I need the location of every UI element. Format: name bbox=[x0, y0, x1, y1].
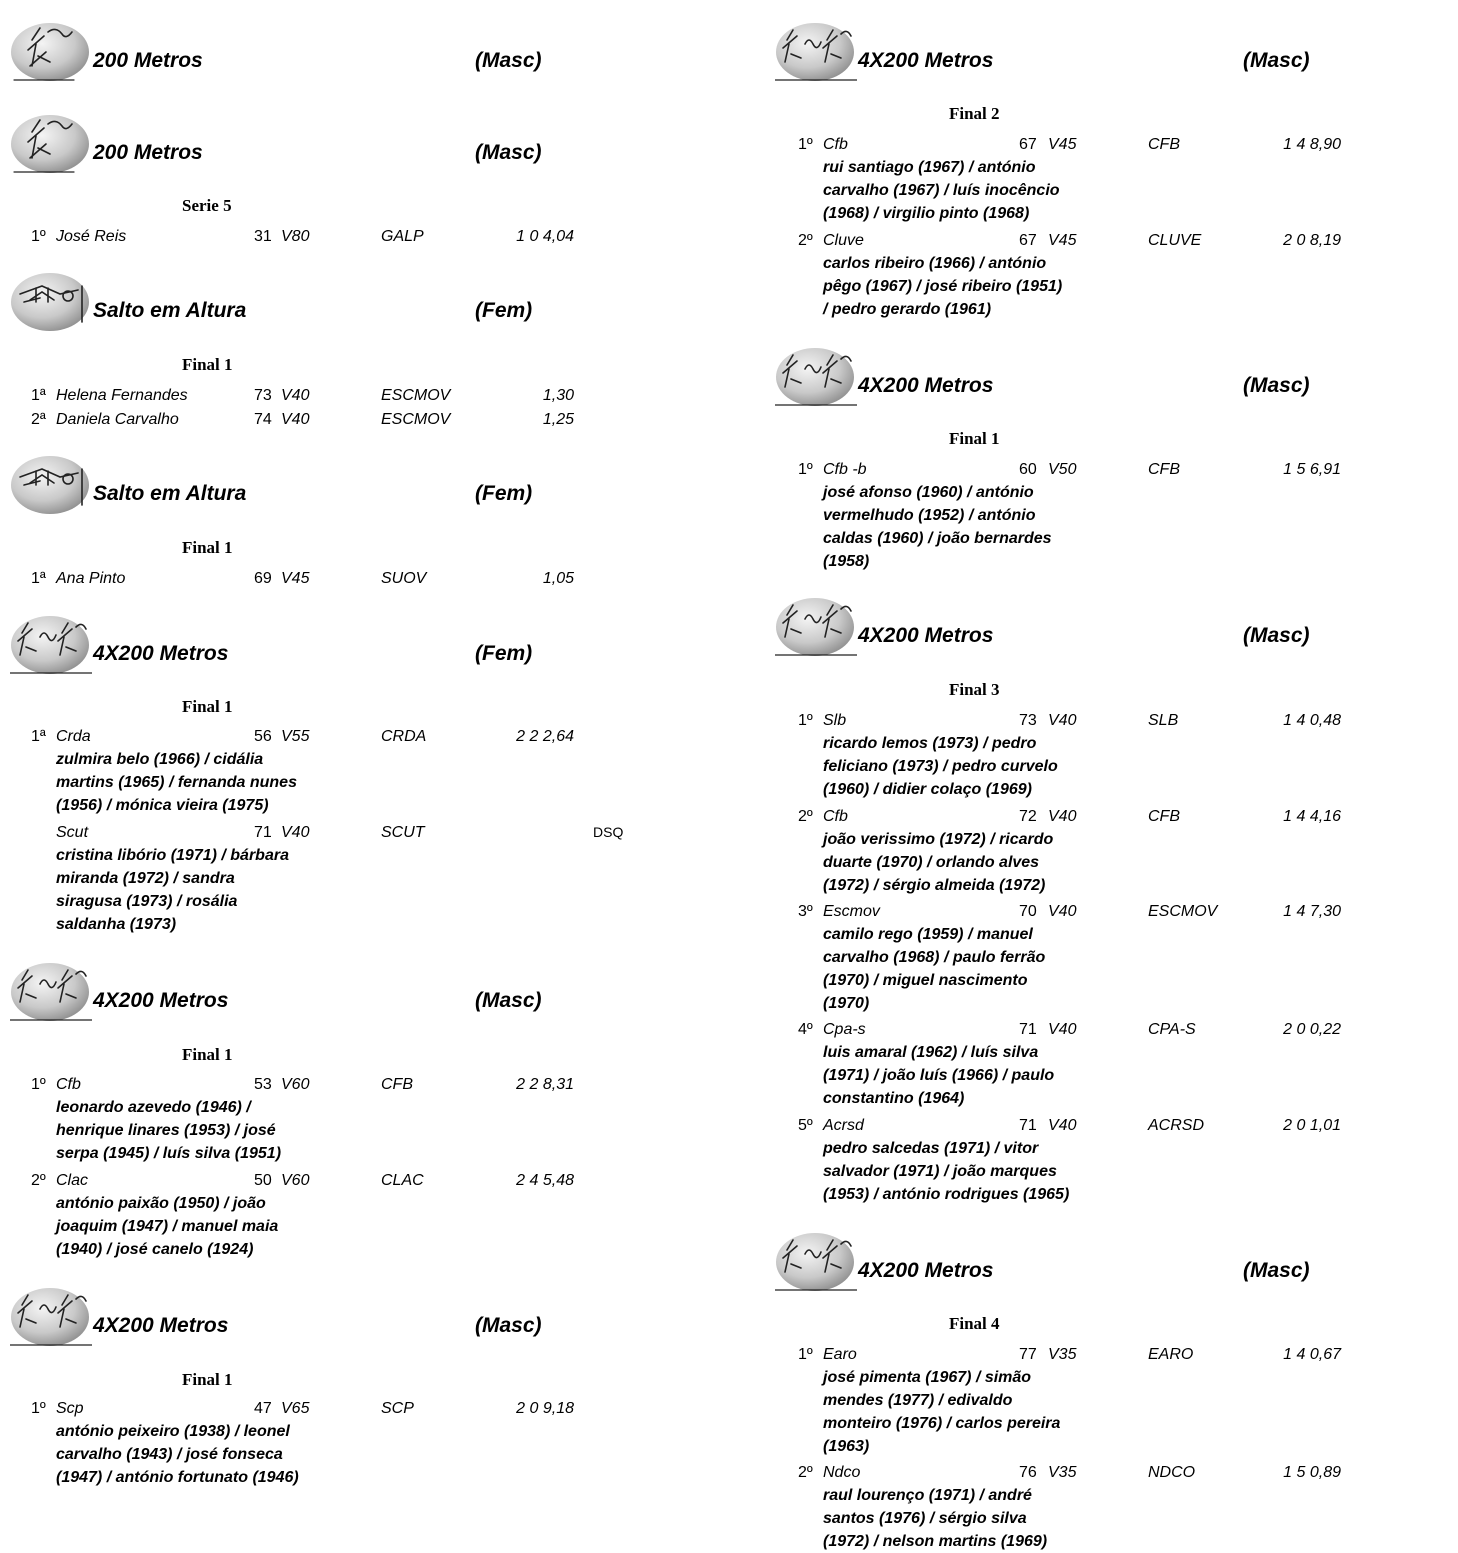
club: CRDA bbox=[381, 728, 427, 745]
mark: 1,05 bbox=[542, 570, 574, 587]
member-line: (1960) / didier colaço (1969) bbox=[823, 781, 1032, 798]
event-gender: (Masc) bbox=[1243, 49, 1310, 72]
event-title: 200 Metros bbox=[93, 141, 203, 164]
result-row bbox=[765, 808, 1455, 828]
position: 2º bbox=[798, 232, 813, 249]
category: V40 bbox=[1048, 1117, 1077, 1134]
year: 71 bbox=[1019, 1021, 1037, 1038]
member-line: josé pimenta (1967) / simão bbox=[823, 1369, 1032, 1386]
position: 1º bbox=[798, 136, 813, 153]
year: 77 bbox=[1019, 1346, 1037, 1363]
category: V45 bbox=[1048, 136, 1077, 153]
member-line: (1940) / josé canelo (1924) bbox=[56, 1241, 254, 1258]
team-members bbox=[823, 732, 1058, 801]
result-row bbox=[0, 824, 690, 844]
result-row bbox=[0, 1172, 690, 1192]
event-title: 4X200 Metros bbox=[93, 989, 229, 1012]
member-line: feliciano (1973) / pedro curvelo bbox=[823, 758, 1058, 775]
mark: 1 4 4,16 bbox=[1283, 808, 1341, 825]
member-line: joaquim (1947) / manuel maia bbox=[56, 1218, 279, 1235]
result-row bbox=[0, 1076, 690, 1096]
round-heading: Final 1 bbox=[182, 697, 233, 716]
member-line: leonardo azevedo (1946) / bbox=[56, 1099, 251, 1116]
year: 71 bbox=[254, 824, 272, 841]
member-line: rui santiago (1967) / antónio bbox=[823, 159, 1036, 176]
member-line: serpa (1945) / luís silva (1951) bbox=[56, 1145, 282, 1162]
mark: 2 0 1,01 bbox=[1283, 1117, 1341, 1134]
member-line: antónio paixão (1950) / joão bbox=[56, 1195, 266, 1212]
relay-runners-icon bbox=[10, 615, 92, 675]
year: 73 bbox=[1019, 712, 1037, 729]
mark: 2 0 9,18 bbox=[516, 1400, 574, 1417]
team-name: Clac bbox=[56, 1172, 89, 1189]
category: V35 bbox=[1048, 1346, 1077, 1363]
member-line: antónio peixeiro (1938) / leonel bbox=[56, 1423, 290, 1440]
member-line: josé afonso (1960) / antónio bbox=[823, 484, 1034, 501]
mark: 1 4 8,90 bbox=[1283, 136, 1341, 153]
runner-icon bbox=[10, 22, 92, 82]
club: CFB bbox=[1148, 136, 1180, 153]
category: V60 bbox=[281, 1076, 310, 1093]
event-gender: (Masc) bbox=[1243, 1259, 1310, 1282]
result-row bbox=[765, 712, 1455, 732]
club: NDCO bbox=[1148, 1464, 1196, 1481]
result-row bbox=[0, 1400, 690, 1420]
high-jump-icon bbox=[10, 272, 92, 332]
category: V65 bbox=[281, 1400, 310, 1417]
event-logo bbox=[775, 22, 857, 82]
position: 1º bbox=[31, 1400, 46, 1417]
member-line: camilo rego (1959) / manuel bbox=[823, 926, 1033, 943]
member-line: / pedro gerardo (1961) bbox=[823, 301, 992, 318]
member-line: caldas (1960) / joão bernardes bbox=[823, 530, 1052, 547]
club: CFB bbox=[1148, 808, 1180, 825]
event-gender: (Masc) bbox=[475, 989, 542, 1012]
event-gender: (Masc) bbox=[475, 49, 542, 72]
team-name: Slb bbox=[823, 712, 847, 729]
event-title: Salto em Altura bbox=[93, 299, 247, 322]
position: 1ª bbox=[31, 570, 46, 587]
member-line: henrique linares (1953) / josé bbox=[56, 1122, 276, 1139]
team-name: José Reis bbox=[56, 228, 127, 245]
position: 1º bbox=[798, 712, 813, 729]
mark: 1,30 bbox=[542, 387, 574, 404]
team-name: Cfb bbox=[823, 136, 848, 153]
team-name: Acrsd bbox=[823, 1117, 864, 1134]
year: 47 bbox=[254, 1400, 272, 1417]
club: CLUVE bbox=[1148, 232, 1202, 249]
round-heading: Final 3 bbox=[949, 680, 1000, 699]
result-row bbox=[0, 228, 690, 248]
event-logo bbox=[10, 455, 92, 515]
team-name: Daniela Carvalho bbox=[56, 411, 179, 428]
mark: 1 4 0,67 bbox=[1283, 1346, 1341, 1363]
club: EARO bbox=[1148, 1346, 1194, 1363]
result-row bbox=[765, 903, 1455, 923]
member-line: (1956) / mónica vieira (1975) bbox=[56, 797, 269, 814]
position: 1º bbox=[31, 1076, 46, 1093]
mark: 2 4 5,48 bbox=[516, 1172, 574, 1189]
position: 2º bbox=[798, 808, 813, 825]
member-line: (1970) / miguel nascimento bbox=[823, 972, 1028, 989]
mark: 1 5 0,89 bbox=[1283, 1464, 1341, 1481]
event-logo bbox=[10, 1287, 92, 1347]
year: 56 bbox=[254, 728, 272, 745]
round-heading: Final 2 bbox=[949, 104, 1000, 123]
member-line: siragusa (1973) / rosália bbox=[56, 893, 238, 910]
category: V60 bbox=[281, 1172, 310, 1189]
member-line: vermelhudo (1952) / antónio bbox=[823, 507, 1036, 524]
member-line: constantino (1964) bbox=[823, 1090, 965, 1107]
team-members bbox=[823, 1484, 1047, 1553]
relay-runners-icon bbox=[10, 962, 92, 1022]
member-line: (1970) bbox=[823, 995, 870, 1012]
member-line: cristina libório (1971) / bárbara bbox=[56, 847, 289, 864]
club: SUOV bbox=[381, 570, 427, 587]
team-name: Ndco bbox=[823, 1464, 861, 1481]
member-line: martins (1965) / fernanda nunes bbox=[56, 774, 297, 791]
team-name: Earo bbox=[823, 1346, 857, 1363]
team-name: Cfb bbox=[823, 808, 848, 825]
position: 2º bbox=[798, 1464, 813, 1481]
year: 76 bbox=[1019, 1464, 1037, 1481]
team-members bbox=[823, 1137, 1069, 1206]
round-heading: Serie 5 bbox=[182, 196, 232, 215]
member-line: (1963) bbox=[823, 1438, 870, 1455]
high-jump-icon bbox=[10, 455, 92, 515]
year: 50 bbox=[254, 1172, 272, 1189]
team-name: Escmov bbox=[823, 903, 880, 920]
team-name: Cluve bbox=[823, 232, 864, 249]
result-row bbox=[765, 232, 1455, 252]
mark: 1 5 6,91 bbox=[1283, 461, 1341, 478]
event-gender: (Masc) bbox=[475, 141, 542, 164]
position: 2ª bbox=[31, 411, 46, 428]
round-heading: Final 1 bbox=[182, 538, 233, 557]
member-line: mendes (1977) / edivaldo bbox=[823, 1392, 1013, 1409]
member-line: miranda (1972) / sandra bbox=[56, 870, 235, 887]
team-name: Scut bbox=[56, 824, 89, 841]
position: 1º bbox=[31, 228, 46, 245]
event-logo bbox=[10, 615, 92, 675]
member-line: (1947) / antónio fortunato (1946) bbox=[56, 1469, 299, 1486]
team-members bbox=[823, 1366, 1060, 1458]
team-members bbox=[823, 156, 1060, 225]
team-members bbox=[823, 1041, 1054, 1110]
member-line: salvador (1971) / joão marques bbox=[823, 1163, 1057, 1180]
member-line: carvalho (1967) / luís inocêncio bbox=[823, 182, 1060, 199]
event-gender: (Masc) bbox=[1243, 624, 1310, 647]
position: 2º bbox=[31, 1172, 46, 1189]
mark: 1 4 7,30 bbox=[1283, 903, 1341, 920]
position: 1ª bbox=[31, 387, 46, 404]
member-line: (1968) / virgilio pinto (1968) bbox=[823, 205, 1030, 222]
member-line: carvalho (1943) / josé fonseca bbox=[56, 1446, 283, 1463]
team-members bbox=[823, 923, 1045, 1015]
status: DSQ bbox=[593, 824, 624, 840]
event-logo bbox=[775, 1232, 857, 1292]
mark: 2 2 8,31 bbox=[516, 1076, 574, 1093]
team-name: Cfb -b bbox=[823, 461, 867, 478]
member-line: duarte (1970) / orlando alves bbox=[823, 854, 1040, 871]
event-title: Salto em Altura bbox=[93, 482, 247, 505]
mark: 1 4 0,48 bbox=[1283, 712, 1341, 729]
relay-runners-icon bbox=[775, 597, 857, 657]
member-line: ricardo lemos (1973) / pedro bbox=[823, 735, 1037, 752]
team-members bbox=[56, 748, 297, 817]
event-gender: (Masc) bbox=[1243, 374, 1310, 397]
relay-runners-icon bbox=[775, 22, 857, 82]
club: ESCMOV bbox=[1148, 903, 1218, 920]
year: 72 bbox=[1019, 808, 1037, 825]
year: 69 bbox=[254, 570, 272, 587]
category: V55 bbox=[281, 728, 310, 745]
mark: 1,25 bbox=[542, 411, 574, 428]
position: 1ª bbox=[31, 728, 46, 745]
result-row bbox=[0, 570, 690, 590]
relay-runners-icon bbox=[775, 347, 857, 407]
year: 67 bbox=[1019, 136, 1037, 153]
round-heading: Final 1 bbox=[949, 429, 1000, 448]
club: ESCMOV bbox=[381, 387, 451, 404]
category: V40 bbox=[1048, 1021, 1077, 1038]
category: V40 bbox=[281, 411, 310, 428]
result-row bbox=[765, 136, 1455, 156]
result-row bbox=[765, 461, 1455, 481]
member-line: saldanha (1973) bbox=[56, 916, 177, 933]
category: V40 bbox=[1048, 903, 1077, 920]
club: ESCMOV bbox=[381, 411, 451, 428]
runner-icon bbox=[10, 114, 92, 174]
event-logo bbox=[775, 597, 857, 657]
position: 3º bbox=[798, 903, 813, 920]
member-line: (1958) bbox=[823, 553, 870, 570]
club: CFB bbox=[1148, 461, 1180, 478]
year: 70 bbox=[1019, 903, 1037, 920]
member-line: monteiro (1976) / carlos pereira bbox=[823, 1415, 1061, 1432]
team-name: Scp bbox=[56, 1400, 84, 1417]
category: V45 bbox=[281, 570, 310, 587]
event-gender: (Masc) bbox=[475, 1314, 542, 1337]
team-members bbox=[823, 828, 1053, 897]
result-row bbox=[765, 1346, 1455, 1366]
club: SCUT bbox=[381, 824, 425, 841]
result-row bbox=[0, 411, 690, 431]
club: CFB bbox=[381, 1076, 413, 1093]
round-heading: Final 1 bbox=[182, 355, 233, 374]
position: 5º bbox=[798, 1117, 813, 1134]
team-members bbox=[56, 1420, 299, 1489]
mark: 2 0 0,22 bbox=[1283, 1021, 1341, 1038]
team-name: Ana Pinto bbox=[56, 570, 126, 587]
category: V40 bbox=[281, 387, 310, 404]
result-row bbox=[0, 387, 690, 407]
team-name: Cfb bbox=[56, 1076, 81, 1093]
category: V40 bbox=[1048, 712, 1077, 729]
member-line: pedro salcedas (1971) / vitor bbox=[823, 1140, 1039, 1157]
position: 4º bbox=[798, 1021, 813, 1038]
event-title: 4X200 Metros bbox=[858, 624, 994, 647]
event-title: 200 Metros bbox=[93, 49, 203, 72]
category: V45 bbox=[1048, 232, 1077, 249]
member-line: (1972) / sérgio almeida (1972) bbox=[823, 877, 1046, 894]
event-title: 4X200 Metros bbox=[93, 1314, 229, 1337]
club: CLAC bbox=[381, 1172, 424, 1189]
club: GALP bbox=[381, 228, 424, 245]
member-line: luis amaral (1962) / luís silva bbox=[823, 1044, 1039, 1061]
result-row bbox=[765, 1021, 1455, 1041]
result-row bbox=[765, 1464, 1455, 1484]
event-logo bbox=[10, 114, 92, 174]
result-row bbox=[0, 728, 690, 748]
relay-runners-icon bbox=[775, 1232, 857, 1292]
category: V40 bbox=[281, 824, 310, 841]
event-gender: (Fem) bbox=[475, 642, 533, 665]
team-members bbox=[56, 844, 289, 936]
event-title: 4X200 Metros bbox=[858, 49, 994, 72]
member-line: carlos ribeiro (1966) / antónio bbox=[823, 255, 1047, 272]
result-row bbox=[765, 1117, 1455, 1137]
member-line: pêgo (1967) / josé ribeiro (1951) bbox=[823, 278, 1063, 295]
round-heading: Final 4 bbox=[949, 1314, 1000, 1333]
team-name: Crda bbox=[56, 728, 91, 745]
member-line: (1953) / antónio rodrigues (1965) bbox=[823, 1186, 1070, 1203]
event-logo bbox=[775, 347, 857, 407]
round-heading: Final 1 bbox=[182, 1370, 233, 1389]
category: V40 bbox=[1048, 808, 1077, 825]
event-title: 4X200 Metros bbox=[858, 374, 994, 397]
event-gender: (Fem) bbox=[475, 482, 533, 505]
position: 1º bbox=[798, 1346, 813, 1363]
year: 71 bbox=[1019, 1117, 1037, 1134]
mark: 1 0 4,04 bbox=[516, 228, 574, 245]
club: SLB bbox=[1148, 712, 1179, 729]
relay-runners-icon bbox=[10, 1287, 92, 1347]
member-line: zulmira belo (1966) / cidália bbox=[56, 751, 264, 768]
member-line: raul lourenço (1971) / andré bbox=[823, 1487, 1032, 1504]
year: 73 bbox=[254, 387, 272, 404]
year: 53 bbox=[254, 1076, 272, 1093]
year: 74 bbox=[254, 411, 272, 428]
year: 60 bbox=[1019, 461, 1037, 478]
club: CPA-S bbox=[1148, 1021, 1196, 1038]
member-line: carvalho (1968) / paulo ferrão bbox=[823, 949, 1046, 966]
member-line: (1971) / joão luís (1966) / paulo bbox=[823, 1067, 1055, 1084]
event-gender: (Fem) bbox=[475, 299, 533, 322]
event-logo bbox=[10, 962, 92, 1022]
category: V35 bbox=[1048, 1464, 1077, 1481]
team-members bbox=[56, 1096, 281, 1165]
event-title: 4X200 Metros bbox=[93, 642, 229, 665]
member-line: joão verissimo (1972) / ricardo bbox=[823, 831, 1054, 848]
team-name: Helena Fernandes bbox=[56, 387, 188, 404]
event-title: 4X200 Metros bbox=[858, 1259, 994, 1282]
event-logo bbox=[10, 272, 92, 332]
club: ACRSD bbox=[1148, 1117, 1205, 1134]
mark: 2 0 8,19 bbox=[1283, 232, 1341, 249]
team-members bbox=[823, 252, 1062, 321]
category: V80 bbox=[281, 228, 310, 245]
round-heading: Final 1 bbox=[182, 1045, 233, 1064]
position: 1º bbox=[798, 461, 813, 478]
team-members bbox=[823, 481, 1052, 573]
team-members bbox=[56, 1192, 278, 1261]
mark: 2 2 2,64 bbox=[516, 728, 574, 745]
club: SCP bbox=[381, 1400, 414, 1417]
event-logo bbox=[10, 22, 92, 82]
year: 67 bbox=[1019, 232, 1037, 249]
team-name: Cpa-s bbox=[823, 1021, 866, 1038]
member-line: (1972) / nelson martins (1969) bbox=[823, 1533, 1048, 1550]
year: 31 bbox=[254, 228, 272, 245]
category: V50 bbox=[1048, 461, 1077, 478]
member-line: santos (1976) / sérgio silva bbox=[823, 1510, 1027, 1527]
